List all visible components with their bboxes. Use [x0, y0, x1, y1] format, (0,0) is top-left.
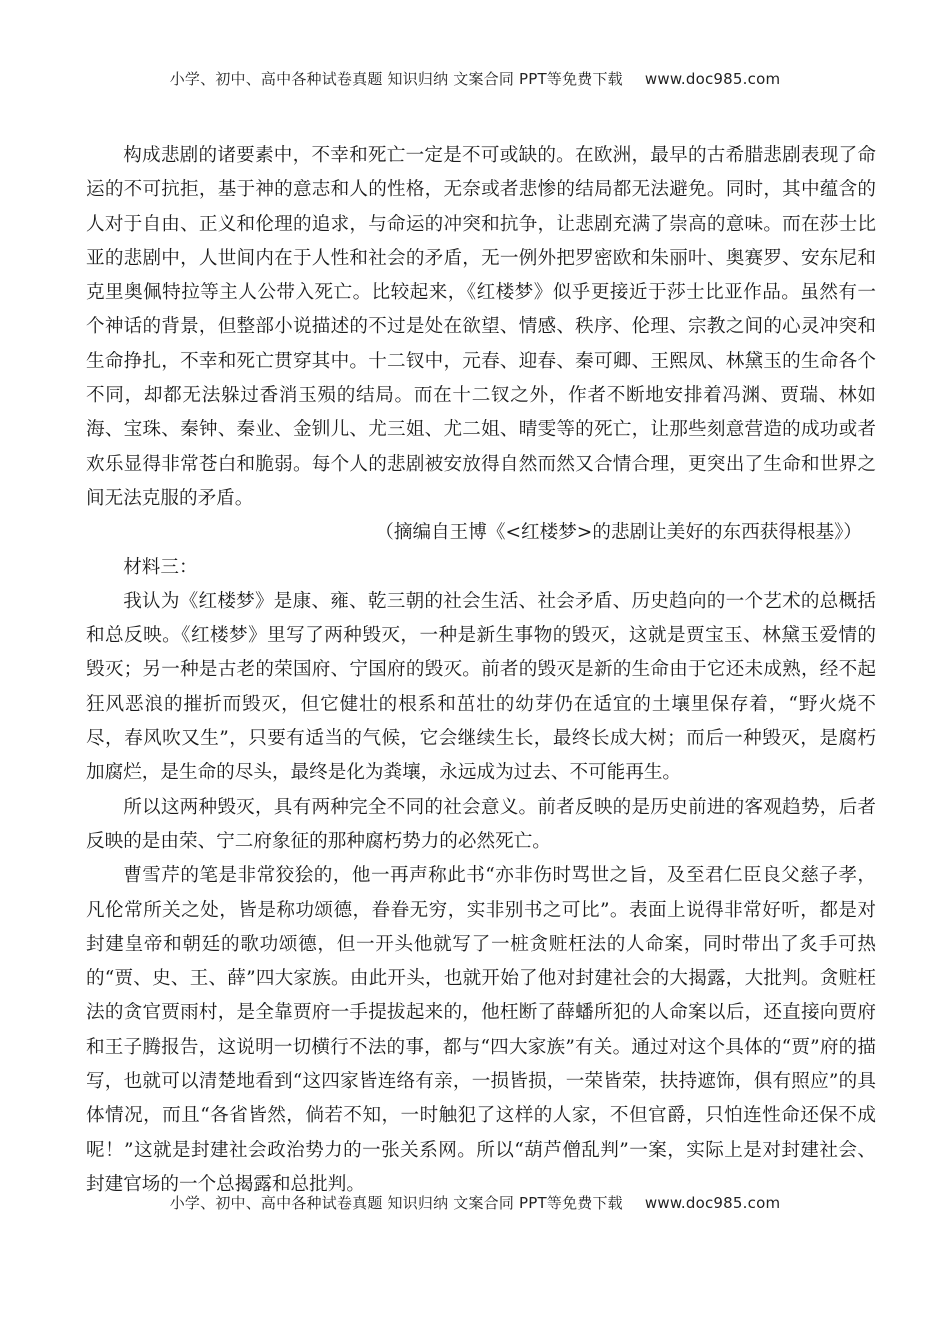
- paragraph-cao-xueqin: 曹雪芹的笔是非常狡狯的，他一再声称此书“亦非伤时骂世之旨，及至君仁臣良父慈子孝，凡伦常所关之处，皆是称功颂德，眷眷无穷，实非别书之可比”。表面上说得非常好听，都是对封建皇帝和朝廷的歌功颂德，但一开头他就写了一桩贪赃枉法的人命案，同时带出了炙手可热的“贾、史、王、薛”四大家族。由此开头，也就开始了他对封建社会的大揭露，大批判。贪赃枉法的贪官贾雨村，是全靠贾府一手提拔起来的，他枉断了薛蟠所犯的人命案以后，还直接向贾府和王子腾报告，这说明一切横行不法的事，都与“四大家族”有关。通过对这个具体的“贾”府的描写，也就可以清楚地看到“这四家皆连络有亲，一损皆损，一荣皆荣，扶持遮饰，俱有照应”的具体情况，而且“各省皆然，倘若不知，一时触犯了这样的人家，不但官爵，只怕连性命还保不成呢！”这就是封建社会政治势力的一张关系网。所以“葫芦僧乱判”一案，实际上是对封建社会、封建官场的一个总揭露和总批判。: [86, 865, 876, 1195]
- page-footer: [0, 1192, 950, 1213]
- paragraph-two-destructions: 我认为《红楼梦》是康、雍、乾三朝的社会生活、社会矛盾、历史趋向的一个艺术的总概括和总反映。《红楼梦》里写了两种毁灭，一种是新生事物的毁灭，这就是贾宝玉、林黛玉爱情的毁灭；另一种是古老的荣国府、宁国府的毁灭。前者的毁灭是新的生命由于它还未成熟，经不起狂风恶浪的摧折而毁灭，但它健壮的根系和茁壮的幼芽仍在适宜的土壤里保存着，“野火烧不尽，春风吹又生”，只要有适当的气候，它会继续生长，最终长成大树；而后一种毁灭，是腐朽加腐烂，是生命的尽头，最终是化为粪壤，永远成为过去、不可能再生。: [86, 590, 876, 784]
- page-header: [0, 68, 950, 89]
- header-text: 小学、初中、高中各种试卷真题 知识归纳 文案合同 PPT等免费下载: [169, 70, 623, 88]
- paragraph-social-meaning: 所以这两种毁灭，具有两种完全不同的社会意义。前者反映的是历史前进的客观趋势，后者反映的是由荣、宁二府象征的那种腐朽势力的必然死亡。: [86, 796, 876, 852]
- material-three-heading: 材料三：: [123, 556, 198, 578]
- paragraph-tragedy-elements: 构成悲剧的诸要素中，不幸和死亡一定是不可或缺的。在欧洲，最早的古希腊悲剧表现了命运的不可抗拒，基于神的意志和人的性格，无奈或者悲惨的结局都无法避免。同时，其中蕴含的人对于自由、正义和伦理的追求，与命运的冲突和抗争，让悲剧充满了崇高的意味。而在莎士比亚的悲剧中，人世间内在于人性和社会的矛盾，无一例外把罗密欧和朱丽叶、奥赛罗、安东尼和克里奥佩特拉等主人公带入死亡。比较起来，《红楼梦》似乎更接近于莎士比亚作品。虽然有一个神话的背景，但整部小说描述的不过是处在欲望、情感、秩序、伦理、宗教之间的心灵冲突和生命挣扎，不幸和死亡贯穿其中。十二钗中，元春、迎春、秦可卿、王熙凤、林黛玉的生命各个不同，却都无法躲过香消玉殒的结局。而在十二钗之外，作者不断地安排着冯渊、贾瑞、林如海、宝珠、秦钟、秦业、金钏儿、尤三姐、尤二姐、晴雯等的死亡，让那些刻意营造的成功或者欢乐显得非常苍白和脆弱。每个人的悲剧被安放得自然而然又合情合理，更突出了生命和世界之间无法克服的矛盾。: [86, 145, 876, 509]
- footer-text: 小学、初中、高中各种试卷真题 知识归纳 文案合同 PPT等免费下载: [169, 1194, 623, 1212]
- footer-url: www.doc985.com: [644, 1194, 781, 1212]
- article-body: [86, 139, 876, 1202]
- header-url: www.doc985.com: [644, 70, 781, 88]
- source-citation: （摘编自王博《<红楼梦>的悲剧让美好的东西获得根基》）: [375, 522, 862, 544]
